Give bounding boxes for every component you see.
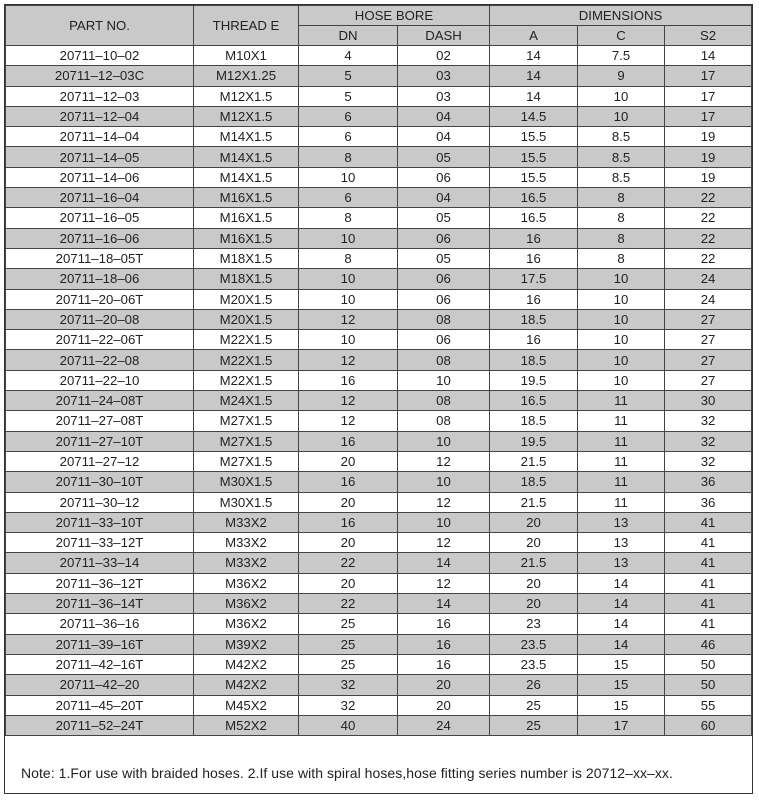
cell-dn: 20 bbox=[299, 573, 398, 593]
cell-thread: M27X1.5 bbox=[194, 431, 299, 451]
cell-part-no: 20711–22–06T bbox=[6, 330, 194, 350]
cell-a: 16 bbox=[490, 330, 578, 350]
cell-dn: 6 bbox=[299, 127, 398, 147]
cell-thread: M27X1.5 bbox=[194, 411, 299, 431]
cell-c: 10 bbox=[578, 309, 665, 329]
cell-thread: M45X2 bbox=[194, 695, 299, 715]
cell-a: 15.5 bbox=[490, 147, 578, 167]
cell-thread: M20X1.5 bbox=[194, 309, 299, 329]
cell-s2: 27 bbox=[665, 309, 752, 329]
cell-s2: 22 bbox=[665, 208, 752, 228]
cell-dash: 20 bbox=[398, 695, 490, 715]
cell-thread: M22X1.5 bbox=[194, 330, 299, 350]
table-row bbox=[6, 330, 752, 350]
cell-a: 16 bbox=[490, 289, 578, 309]
cell-thread: M36X2 bbox=[194, 614, 299, 634]
cell-s2: 30 bbox=[665, 391, 752, 411]
cell-a: 19.5 bbox=[490, 431, 578, 451]
header-dn: DN bbox=[299, 26, 398, 46]
cell-part-no: 20711–14–05 bbox=[6, 147, 194, 167]
table-row bbox=[6, 654, 752, 674]
cell-c: 15 bbox=[578, 675, 665, 695]
cell-c: 8.5 bbox=[578, 127, 665, 147]
cell-a: 21.5 bbox=[490, 492, 578, 512]
cell-dash: 10 bbox=[398, 512, 490, 532]
cell-dash: 03 bbox=[398, 66, 490, 86]
cell-dash: 08 bbox=[398, 309, 490, 329]
cell-thread: M14X1.5 bbox=[194, 147, 299, 167]
header-part-no: PART NO. bbox=[6, 6, 194, 46]
cell-dash: 04 bbox=[398, 188, 490, 208]
table-row bbox=[6, 594, 752, 614]
header-s2: S2 bbox=[665, 26, 752, 46]
cell-a: 16.5 bbox=[490, 208, 578, 228]
cell-dash: 06 bbox=[398, 330, 490, 350]
cell-c: 11 bbox=[578, 492, 665, 512]
cell-part-no: 20711–33–14 bbox=[6, 553, 194, 573]
cell-dash: 10 bbox=[398, 472, 490, 492]
cell-s2: 24 bbox=[665, 269, 752, 289]
cell-c: 10 bbox=[578, 330, 665, 350]
cell-dash: 08 bbox=[398, 411, 490, 431]
table-row bbox=[6, 715, 752, 735]
table-row bbox=[6, 86, 752, 106]
cell-dash: 12 bbox=[398, 573, 490, 593]
cell-thread: M16X1.5 bbox=[194, 188, 299, 208]
cell-c: 10 bbox=[578, 86, 665, 106]
cell-thread: M12X1.5 bbox=[194, 86, 299, 106]
cell-thread: M30X1.5 bbox=[194, 472, 299, 492]
cell-c: 10 bbox=[578, 350, 665, 370]
cell-s2: 50 bbox=[665, 675, 752, 695]
cell-thread: M12X1.25 bbox=[194, 66, 299, 86]
cell-a: 18.5 bbox=[490, 350, 578, 370]
table-row bbox=[6, 492, 752, 512]
cell-c: 8 bbox=[578, 208, 665, 228]
cell-s2: 46 bbox=[665, 634, 752, 654]
table-row bbox=[6, 512, 752, 532]
cell-dash: 08 bbox=[398, 391, 490, 411]
cell-part-no: 20711–30–12 bbox=[6, 492, 194, 512]
cell-s2: 36 bbox=[665, 472, 752, 492]
cell-a: 16 bbox=[490, 248, 578, 268]
cell-a: 15.5 bbox=[490, 127, 578, 147]
cell-part-no: 20711–20–08 bbox=[6, 309, 194, 329]
cell-thread: M27X1.5 bbox=[194, 451, 299, 471]
cell-thread: M12X1.5 bbox=[194, 106, 299, 126]
cell-part-no: 20711–12–03 bbox=[6, 86, 194, 106]
cell-dash: 05 bbox=[398, 248, 490, 268]
cell-dash: 14 bbox=[398, 553, 490, 573]
cell-a: 20 bbox=[490, 512, 578, 532]
cell-c: 13 bbox=[578, 553, 665, 573]
cell-dn: 22 bbox=[299, 553, 398, 573]
cell-s2: 19 bbox=[665, 167, 752, 187]
cell-part-no: 20711–24–08T bbox=[6, 391, 194, 411]
cell-a: 21.5 bbox=[490, 451, 578, 471]
table-row bbox=[6, 127, 752, 147]
cell-thread: M16X1.5 bbox=[194, 228, 299, 248]
cell-dn: 8 bbox=[299, 147, 398, 167]
cell-s2: 27 bbox=[665, 350, 752, 370]
cell-part-no: 20711–45–20T bbox=[6, 695, 194, 715]
cell-dash: 16 bbox=[398, 654, 490, 674]
cell-dash: 03 bbox=[398, 86, 490, 106]
cell-dash: 06 bbox=[398, 228, 490, 248]
cell-dash: 05 bbox=[398, 147, 490, 167]
cell-c: 8.5 bbox=[578, 167, 665, 187]
cell-dn: 20 bbox=[299, 492, 398, 512]
table-row bbox=[6, 106, 752, 126]
cell-part-no: 20711–27–12 bbox=[6, 451, 194, 471]
cell-part-no: 20711–12–04 bbox=[6, 106, 194, 126]
cell-s2: 19 bbox=[665, 147, 752, 167]
table-row bbox=[6, 269, 752, 289]
cell-dn: 8 bbox=[299, 208, 398, 228]
cell-thread: M18X1.5 bbox=[194, 269, 299, 289]
table-row bbox=[6, 431, 752, 451]
cell-s2: 41 bbox=[665, 614, 752, 634]
header-thread: THREAD E bbox=[194, 6, 299, 46]
cell-part-no: 20711–22–08 bbox=[6, 350, 194, 370]
cell-thread: M22X1.5 bbox=[194, 370, 299, 390]
cell-dn: 12 bbox=[299, 350, 398, 370]
table-body bbox=[6, 46, 752, 736]
cell-thread: M42X2 bbox=[194, 654, 299, 674]
cell-dash: 08 bbox=[398, 350, 490, 370]
cell-dn: 16 bbox=[299, 512, 398, 532]
cell-c: 15 bbox=[578, 695, 665, 715]
cell-a: 14 bbox=[490, 46, 578, 66]
cell-dn: 25 bbox=[299, 654, 398, 674]
cell-dn: 6 bbox=[299, 188, 398, 208]
cell-dash: 24 bbox=[398, 715, 490, 735]
cell-a: 21.5 bbox=[490, 553, 578, 573]
cell-part-no: 20711–10–02 bbox=[6, 46, 194, 66]
cell-part-no: 20711–42–20 bbox=[6, 675, 194, 695]
header-c: C bbox=[578, 26, 665, 46]
cell-part-no: 20711–52–24T bbox=[6, 715, 194, 735]
cell-c: 11 bbox=[578, 431, 665, 451]
cell-dn: 22 bbox=[299, 594, 398, 614]
cell-s2: 41 bbox=[665, 573, 752, 593]
cell-part-no: 20711–22–10 bbox=[6, 370, 194, 390]
cell-dn: 32 bbox=[299, 695, 398, 715]
table-row bbox=[6, 573, 752, 593]
table-row bbox=[6, 411, 752, 431]
table-row bbox=[6, 309, 752, 329]
cell-thread: M36X2 bbox=[194, 594, 299, 614]
cell-a: 15.5 bbox=[490, 167, 578, 187]
cell-part-no: 20711–33–10T bbox=[6, 512, 194, 532]
header-dimensions: DIMENSIONS bbox=[490, 6, 752, 26]
cell-dash: 06 bbox=[398, 289, 490, 309]
cell-dash: 16 bbox=[398, 634, 490, 654]
cell-dn: 10 bbox=[299, 167, 398, 187]
cell-s2: 17 bbox=[665, 66, 752, 86]
cell-thread: M36X2 bbox=[194, 573, 299, 593]
spec-sheet bbox=[4, 4, 753, 794]
cell-s2: 55 bbox=[665, 695, 752, 715]
cell-thread: M33X2 bbox=[194, 512, 299, 532]
cell-dash: 10 bbox=[398, 370, 490, 390]
cell-dn: 16 bbox=[299, 370, 398, 390]
cell-a: 25 bbox=[490, 715, 578, 735]
table-row bbox=[6, 228, 752, 248]
cell-part-no: 20711–18–06 bbox=[6, 269, 194, 289]
cell-c: 7.5 bbox=[578, 46, 665, 66]
cell-thread: M22X1.5 bbox=[194, 350, 299, 370]
cell-dn: 20 bbox=[299, 533, 398, 553]
cell-a: 25 bbox=[490, 695, 578, 715]
cell-s2: 17 bbox=[665, 86, 752, 106]
cell-s2: 22 bbox=[665, 188, 752, 208]
cell-s2: 32 bbox=[665, 431, 752, 451]
cell-thread: M33X2 bbox=[194, 553, 299, 573]
cell-part-no: 20711–18–05T bbox=[6, 248, 194, 268]
cell-part-no: 20711–16–05 bbox=[6, 208, 194, 228]
cell-c: 13 bbox=[578, 533, 665, 553]
cell-dash: 12 bbox=[398, 533, 490, 553]
cell-a: 23.5 bbox=[490, 634, 578, 654]
cell-part-no: 20711–27–10T bbox=[6, 431, 194, 451]
cell-dash: 12 bbox=[398, 451, 490, 471]
cell-s2: 36 bbox=[665, 492, 752, 512]
cell-a: 23.5 bbox=[490, 654, 578, 674]
cell-c: 14 bbox=[578, 614, 665, 634]
cell-thread: M33X2 bbox=[194, 533, 299, 553]
cell-c: 14 bbox=[578, 634, 665, 654]
cell-thread: M14X1.5 bbox=[194, 167, 299, 187]
table-row bbox=[6, 634, 752, 654]
cell-dn: 12 bbox=[299, 391, 398, 411]
cell-thread: M39X2 bbox=[194, 634, 299, 654]
cell-a: 20 bbox=[490, 573, 578, 593]
cell-dash: 04 bbox=[398, 106, 490, 126]
cell-part-no: 20711–20–06T bbox=[6, 289, 194, 309]
table-row bbox=[6, 289, 752, 309]
table-row bbox=[6, 533, 752, 553]
cell-a: 20 bbox=[490, 594, 578, 614]
cell-dash: 06 bbox=[398, 167, 490, 187]
cell-dn: 12 bbox=[299, 411, 398, 431]
cell-s2: 50 bbox=[665, 654, 752, 674]
cell-s2: 24 bbox=[665, 289, 752, 309]
cell-dn: 8 bbox=[299, 248, 398, 268]
cell-a: 18.5 bbox=[490, 472, 578, 492]
cell-part-no: 20711–36–12T bbox=[6, 573, 194, 593]
cell-dn: 25 bbox=[299, 614, 398, 634]
cell-thread: M16X1.5 bbox=[194, 208, 299, 228]
cell-thread: M52X2 bbox=[194, 715, 299, 735]
cell-dash: 14 bbox=[398, 594, 490, 614]
table-row bbox=[6, 472, 752, 492]
cell-dn: 10 bbox=[299, 269, 398, 289]
cell-a: 16.5 bbox=[490, 391, 578, 411]
cell-part-no: 20711–36–14T bbox=[6, 594, 194, 614]
table-row bbox=[6, 147, 752, 167]
cell-a: 19.5 bbox=[490, 370, 578, 390]
table-row bbox=[6, 391, 752, 411]
cell-s2: 22 bbox=[665, 248, 752, 268]
table-row bbox=[6, 614, 752, 634]
cell-c: 10 bbox=[578, 289, 665, 309]
cell-c: 8 bbox=[578, 188, 665, 208]
cell-s2: 32 bbox=[665, 451, 752, 471]
cell-part-no: 20711–12–03C bbox=[6, 66, 194, 86]
cell-c: 14 bbox=[578, 573, 665, 593]
table-row bbox=[6, 370, 752, 390]
cell-c: 10 bbox=[578, 370, 665, 390]
cell-a: 17.5 bbox=[490, 269, 578, 289]
cell-part-no: 20711–14–06 bbox=[6, 167, 194, 187]
cell-dn: 32 bbox=[299, 675, 398, 695]
cell-s2: 27 bbox=[665, 370, 752, 390]
cell-thread: M18X1.5 bbox=[194, 248, 299, 268]
cell-dn: 16 bbox=[299, 431, 398, 451]
cell-a: 20 bbox=[490, 533, 578, 553]
cell-dash: 10 bbox=[398, 431, 490, 451]
cell-dn: 10 bbox=[299, 228, 398, 248]
table-row bbox=[6, 66, 752, 86]
cell-dash: 05 bbox=[398, 208, 490, 228]
cell-thread: M30X1.5 bbox=[194, 492, 299, 512]
cell-s2: 32 bbox=[665, 411, 752, 431]
cell-dash: 04 bbox=[398, 127, 490, 147]
cell-dn: 10 bbox=[299, 330, 398, 350]
cell-part-no: 20711–27–08T bbox=[6, 411, 194, 431]
cell-c: 8 bbox=[578, 248, 665, 268]
cell-c: 11 bbox=[578, 451, 665, 471]
cell-s2: 14 bbox=[665, 46, 752, 66]
cell-dash: 02 bbox=[398, 46, 490, 66]
table-row bbox=[6, 248, 752, 268]
cell-dash: 20 bbox=[398, 675, 490, 695]
fitting-spec-table bbox=[5, 5, 752, 736]
cell-thread: M14X1.5 bbox=[194, 127, 299, 147]
cell-part-no: 20711–39–16T bbox=[6, 634, 194, 654]
cell-c: 11 bbox=[578, 391, 665, 411]
footnote: Note: 1.For use with braided hoses. 2.If use with spiral hoses,hose fitting series number is 20712–xx–xx. bbox=[21, 765, 673, 781]
cell-part-no: 20711–33–12T bbox=[6, 533, 194, 553]
table-row bbox=[6, 675, 752, 695]
cell-dn: 20 bbox=[299, 451, 398, 471]
table-row bbox=[6, 695, 752, 715]
table-row bbox=[6, 350, 752, 370]
cell-s2: 41 bbox=[665, 512, 752, 532]
cell-dash: 12 bbox=[398, 492, 490, 512]
table-row bbox=[6, 208, 752, 228]
cell-dn: 16 bbox=[299, 472, 398, 492]
header-dash: DASH bbox=[398, 26, 490, 46]
cell-c: 11 bbox=[578, 411, 665, 431]
table-row bbox=[6, 167, 752, 187]
cell-dash: 06 bbox=[398, 269, 490, 289]
cell-dn: 25 bbox=[299, 634, 398, 654]
cell-a: 16 bbox=[490, 228, 578, 248]
cell-dn: 5 bbox=[299, 86, 398, 106]
cell-c: 10 bbox=[578, 106, 665, 126]
cell-dn: 6 bbox=[299, 106, 398, 126]
cell-c: 10 bbox=[578, 269, 665, 289]
header-hose-bore: HOSE BORE bbox=[299, 6, 490, 26]
cell-dash: 16 bbox=[398, 614, 490, 634]
cell-c: 14 bbox=[578, 594, 665, 614]
cell-c: 17 bbox=[578, 715, 665, 735]
header-a: A bbox=[490, 26, 578, 46]
cell-dn: 5 bbox=[299, 66, 398, 86]
cell-s2: 22 bbox=[665, 228, 752, 248]
cell-c: 11 bbox=[578, 472, 665, 492]
cell-s2: 41 bbox=[665, 553, 752, 573]
cell-a: 18.5 bbox=[490, 309, 578, 329]
cell-thread: M42X2 bbox=[194, 675, 299, 695]
cell-s2: 27 bbox=[665, 330, 752, 350]
cell-part-no: 20711–16–04 bbox=[6, 188, 194, 208]
cell-s2: 41 bbox=[665, 594, 752, 614]
cell-dn: 10 bbox=[299, 289, 398, 309]
cell-a: 14 bbox=[490, 86, 578, 106]
header-row-top bbox=[6, 6, 752, 26]
cell-s2: 19 bbox=[665, 127, 752, 147]
cell-a: 14.5 bbox=[490, 106, 578, 126]
cell-c: 8 bbox=[578, 228, 665, 248]
cell-s2: 17 bbox=[665, 106, 752, 126]
cell-a: 26 bbox=[490, 675, 578, 695]
cell-dn: 40 bbox=[299, 715, 398, 735]
cell-a: 14 bbox=[490, 66, 578, 86]
table-row bbox=[6, 188, 752, 208]
table-row bbox=[6, 46, 752, 66]
cell-s2: 41 bbox=[665, 533, 752, 553]
cell-a: 23 bbox=[490, 614, 578, 634]
cell-s2: 60 bbox=[665, 715, 752, 735]
cell-part-no: 20711–14–04 bbox=[6, 127, 194, 147]
cell-thread: M24X1.5 bbox=[194, 391, 299, 411]
cell-thread: M10X1 bbox=[194, 46, 299, 66]
cell-c: 15 bbox=[578, 654, 665, 674]
cell-c: 8.5 bbox=[578, 147, 665, 167]
cell-a: 18.5 bbox=[490, 411, 578, 431]
cell-dn: 4 bbox=[299, 46, 398, 66]
table-row bbox=[6, 553, 752, 573]
cell-c: 9 bbox=[578, 66, 665, 86]
cell-a: 16.5 bbox=[490, 188, 578, 208]
cell-dn: 12 bbox=[299, 309, 398, 329]
cell-part-no: 20711–36–16 bbox=[6, 614, 194, 634]
cell-part-no: 20711–42–16T bbox=[6, 654, 194, 674]
cell-part-no: 20711–30–10T bbox=[6, 472, 194, 492]
cell-part-no: 20711–16–06 bbox=[6, 228, 194, 248]
cell-thread: M20X1.5 bbox=[194, 289, 299, 309]
table-row bbox=[6, 451, 752, 471]
cell-c: 13 bbox=[578, 512, 665, 532]
